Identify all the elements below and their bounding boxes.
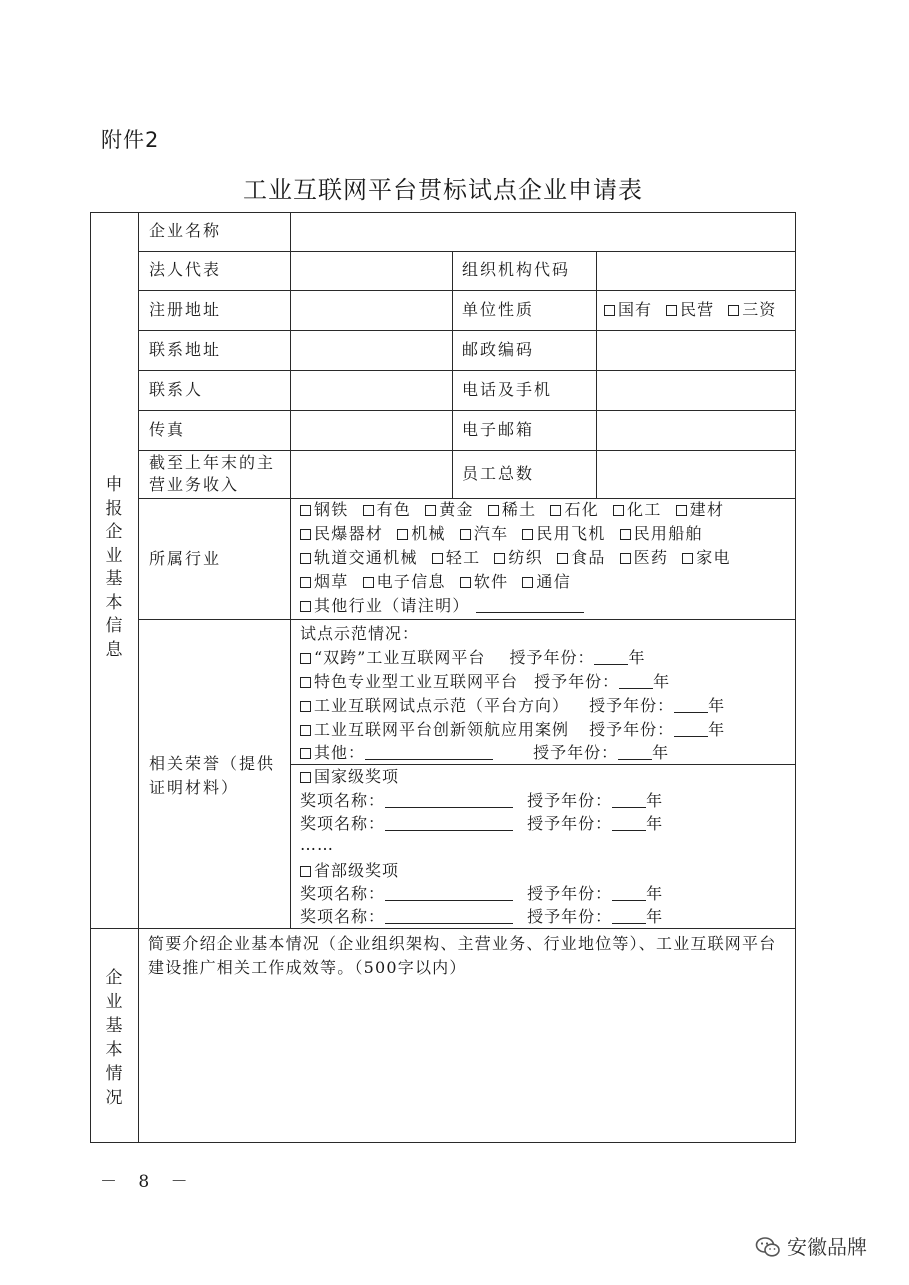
label-honors: 相关荣誉（提供 证明材料） [149,754,276,797]
col-divider-1 [138,212,139,1143]
row-line [138,251,796,252]
label-revenue: 截至上年末的主 营业务收入 [149,453,276,494]
wechat-icon [755,1236,781,1263]
checkbox-icon[interactable] [666,305,677,316]
industry-option[interactable]: 通信 [522,570,571,594]
checkbox-icon[interactable] [613,505,624,516]
industry-option[interactable]: 家电 [682,546,731,570]
industry-option[interactable]: 化工 [613,498,662,522]
label-phone: 电话及手机 [462,380,553,399]
checkbox-icon[interactable] [300,866,311,877]
checkbox-icon[interactable] [425,505,436,516]
industry-option[interactable]: 建材 [676,498,725,522]
checkbox-icon[interactable] [676,505,687,516]
industry-option[interactable]: 民用飞机 [522,522,605,546]
industry-option[interactable]: 电子信息 [363,570,446,594]
checkbox-icon[interactable] [728,305,739,316]
provincial-award-heading[interactable]: 省部级奖项 [300,859,399,882]
checkbox-icon[interactable] [620,529,631,540]
checkbox-icon[interactable] [300,505,311,516]
industry-option[interactable]: 烟草 [300,570,349,594]
row-line [138,330,796,331]
checkbox-icon[interactable] [604,305,615,316]
checkbox-icon[interactable] [557,553,568,564]
checkbox-icon[interactable] [522,529,533,540]
checkbox-icon[interactable] [620,553,631,564]
national-award-heading[interactable]: 国家级奖项 [300,765,399,788]
year-input[interactable] [618,743,652,760]
industry-option[interactable]: 钢铁 [300,498,349,522]
label-contact-person: 联系人 [149,380,204,399]
checkbox-icon[interactable] [300,653,311,664]
checkbox-icon[interactable] [363,505,374,516]
pilot-item[interactable]: 工业互联网试点示范（平台方向） 授予年份： 年 [300,694,725,717]
label-employees: 员工总数 [462,464,535,483]
row-line [138,450,796,451]
industry-option-other[interactable]: 其他行业（请注明） [300,594,584,618]
section-label-basic-info: 申 报 企 业 基 本 信 息 [105,475,123,660]
checkbox-icon[interactable] [397,529,408,540]
row-line [90,928,796,929]
label-contact-address: 联系地址 [149,340,222,359]
table-border-right [795,212,796,1143]
ellipsis: …… [300,835,334,854]
row-line [138,370,796,371]
checkbox-icon[interactable] [522,577,533,588]
table-border-top [90,212,796,213]
awards-block [300,765,790,927]
pilot-demo-block [300,622,790,764]
checkbox-icon[interactable] [300,677,311,688]
col-divider-2 [290,212,291,928]
industry-option[interactable]: 食品 [557,546,606,570]
checkbox-icon[interactable] [300,772,311,783]
label-fax: 传真 [149,420,186,439]
checkbox-icon[interactable] [300,701,311,712]
form-title: 工业互联网平台贯标试点企业申请表 [243,176,643,204]
overview-instruction: 简要介绍企业基本情况（企业组织架构、主营业务、行业地位等）、工业互联网平台建设推广相关工作成效等。（500字以内） [148,934,777,977]
checkbox-icon[interactable] [363,577,374,588]
year-input[interactable] [619,672,653,689]
watermark [755,1231,867,1263]
unit-nature-options [604,299,776,321]
pilot-item[interactable]: 工业互联网平台创新领航应用案例 授予年份： 年 [300,718,725,741]
industry-option[interactable]: 汽车 [460,522,509,546]
row-line [138,410,796,411]
watermark-text: 安徽品牌 [787,1235,867,1259]
checkbox-icon[interactable] [460,577,471,588]
industry-option[interactable]: 石化 [550,498,599,522]
option-private[interactable]: 民营 [666,300,714,319]
industry-options [300,498,790,618]
industry-option[interactable]: 机械 [397,522,446,546]
attachment-label: 附件2 [101,128,160,152]
checkbox-icon[interactable] [300,577,311,588]
pilot-heading: 试点示范情况： [300,624,420,643]
label-legal-rep: 法人代表 [149,260,222,279]
checkbox-icon[interactable] [494,553,505,564]
year-input[interactable] [612,791,646,808]
checkbox-icon[interactable] [682,553,693,564]
pilot-item-other[interactable]: 其他： 授予年份： 年 [300,741,669,764]
industry-option[interactable]: 有色 [363,498,412,522]
label-industry: 所属行业 [149,549,222,568]
award-row: 奖项名称： 授予年份： 年 [300,791,664,810]
col-divider-4 [596,251,597,498]
award-name-input[interactable] [385,907,513,924]
checkbox-icon[interactable] [300,529,311,540]
industry-option[interactable]: 民用船舶 [620,522,703,546]
checkbox-icon[interactable] [488,505,499,516]
label-org-code: 组织机构代码 [462,260,571,279]
industry-option[interactable]: 稀土 [488,498,537,522]
industry-option[interactable]: 医药 [620,546,669,570]
checkbox-icon[interactable] [460,529,471,540]
year-input[interactable] [674,720,708,737]
table-border-bottom [90,1142,796,1143]
industry-option[interactable]: 纺织 [494,546,543,570]
label-unit-nature: 单位性质 [462,300,535,319]
industry-option[interactable]: 黄金 [425,498,474,522]
industry-option[interactable]: 轨道交通机械 [300,546,418,570]
table-border-left [90,212,91,1143]
label-reg-address: 注册地址 [149,300,222,319]
pilot-item[interactable]: 特色专业型工业互联网平台 授予年份： 年 [300,670,670,693]
row-line [138,619,796,620]
year-input[interactable] [674,696,708,713]
checkbox-icon[interactable] [300,748,311,759]
industry-other-input[interactable] [476,596,584,613]
label-email: 电子邮箱 [462,420,535,439]
year-input[interactable] [612,907,646,924]
col-divider-3 [452,251,453,498]
label-postal-code: 邮政编码 [462,340,535,359]
checkbox-icon[interactable] [300,601,311,612]
year-input[interactable] [594,648,628,665]
award-row: 奖项名称： 授予年份： 年 [300,907,664,926]
checkbox-icon[interactable] [300,725,311,736]
section-label-overview: 企 业 基 本 情 况 [105,968,123,1108]
option-state-owned[interactable]: 国有 [604,300,652,319]
checkbox-icon[interactable] [300,553,311,564]
industry-option[interactable]: 轻工 [432,546,481,570]
option-foreign[interactable]: 三资 [728,300,776,319]
checkbox-icon[interactable] [432,553,443,564]
industry-option[interactable]: 软件 [460,570,509,594]
award-row: 奖项名称： 授予年份： 年 [300,884,664,903]
award-name-input[interactable] [385,884,513,901]
award-name-input[interactable] [385,791,513,808]
award-row: 奖项名称： 授予年份： 年 [300,814,664,833]
industry-option[interactable]: 民爆器材 [300,522,383,546]
page-number: － 8 － [100,1172,196,1192]
award-name-input[interactable] [385,814,513,831]
year-input[interactable] [612,884,646,901]
checkbox-icon[interactable] [550,505,561,516]
other-name-input[interactable] [365,743,493,760]
label-company-name: 企业名称 [149,221,222,240]
year-input[interactable] [612,814,646,831]
pilot-item[interactable]: “双跨”工业互联网平台 授予年份： 年 [300,646,646,669]
row-line [138,290,796,291]
